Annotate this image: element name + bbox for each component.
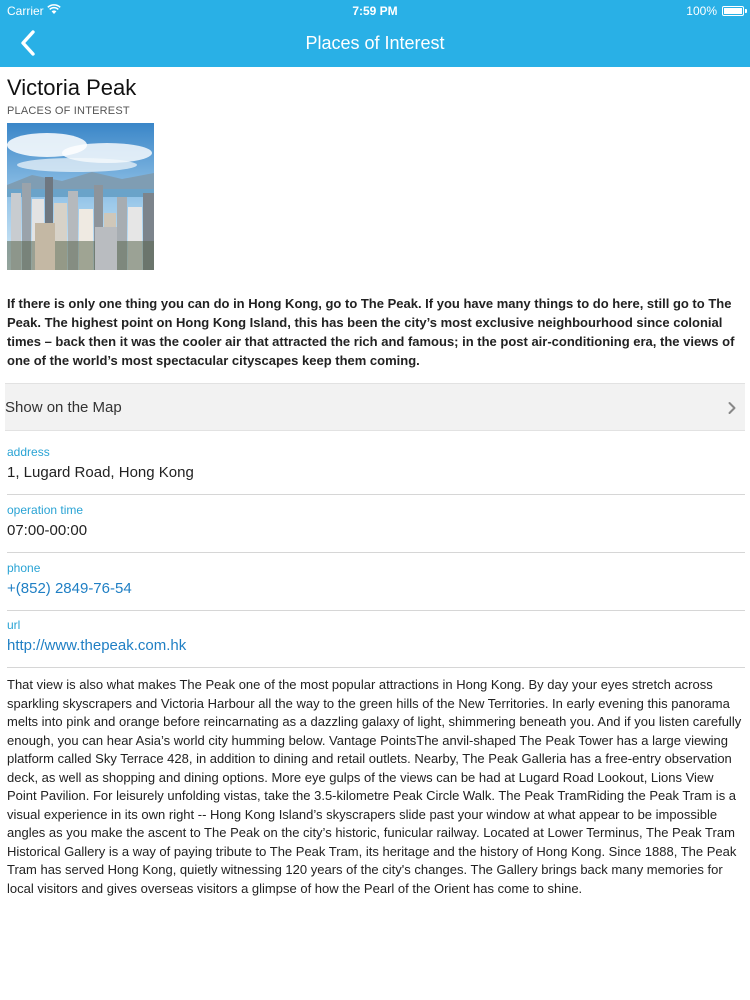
- chevron-right-icon: [728, 401, 736, 415]
- operation-time-label: operation time: [7, 503, 84, 517]
- url-field: [7, 610, 745, 668]
- show-on-map-row[interactable]: [5, 383, 745, 431]
- operation-time-field: [7, 495, 745, 553]
- battery-percentage: 100%: [686, 4, 717, 18]
- navigation-bar: [0, 0, 750, 67]
- url-label: url: [7, 618, 21, 632]
- place-photo: [7, 123, 154, 270]
- address-label: address: [7, 445, 50, 459]
- clock: 7:59 PM: [352, 4, 398, 18]
- phone-link[interactable]: +(852) 2849-76-54: [7, 580, 132, 597]
- address-field: [7, 437, 745, 495]
- url-link[interactable]: http://www.thepeak.com.hk: [7, 637, 187, 654]
- operation-time-value: 07:00-00:00: [7, 522, 88, 539]
- battery-icon: [722, 6, 744, 16]
- show-on-map-label: Show on the Map: [5, 399, 122, 416]
- place-intro: If there is only one thing you can do in Hong Kong, go to The Peak. If you have many things to do here, still go to The Peak. The highest point on Hong Kong Island, this has been the city’s most exclusive neighbourhood since colonial times – back then it was the cooler air that attracted the rich and famous; in the post air-conditioning era, the views of one of the world’s most spectacular cityscapes keep them coming.: [7, 296, 735, 368]
- place-title: Victoria Peak: [7, 75, 137, 100]
- address-value: 1, Lugard Road, Hong Kong: [7, 464, 194, 481]
- nav-title: Places of Interest: [305, 33, 445, 53]
- status-bar: [0, 0, 750, 22]
- city-skyline-image: [7, 123, 154, 270]
- phone-label: phone: [7, 561, 41, 575]
- place-category: PLACES OF INTEREST: [7, 105, 130, 117]
- phone-field: [7, 553, 745, 611]
- carrier-label: Carrier: [7, 4, 44, 18]
- place-description: That view is also what makes The Peak one of the most popular attractions in Hong Kong. By day your eyes stretch across sparkling skyscrapers and Victoria Harbour all the way to the green hills of the New Territories. In early evening this panorama melts into pink and orange before reincarnating as a dazzling galaxy of light, shimmering beneath you. And if you listen carefully enough, you can hear Asia’s world city humming below. Vantage PointsThe anvil-shaped The Peak Tower has a large viewing platform called Sky Terrace 428, in addition to dining and retail outlets. Nearby, The Peak Galleria has a free-entry observation deck, as well as shopping and dining options. More eye gulps of the views can be had at Lugard Road Lookout, Lions View Point Pavilion. For leisurely unfolding vistas, take the 3.5-kilometre Peak Circle Walk. The Peak TramRiding the Peak Tram is a visual experience in its own right -- Hong Kong Island’s skyscrapers slide past your window at what appear to be impossible angles as you make the ascent to The Peak on the city’s historic, funicular railway. Located at Lower Terminus, The Peak Tram Historical Gallery is a way of paying tribute to The Peak Tram, its heritage and the history of Hong Kong. Since 1888, The Peak Tram has served Hong Kong, quietly witnessing 120 years of the city's changes. The Gallery brings back many memories for local visitors and gives overseas visitors a glimpse of how the Pearl of the Orient has come to shine.: [7, 677, 742, 896]
